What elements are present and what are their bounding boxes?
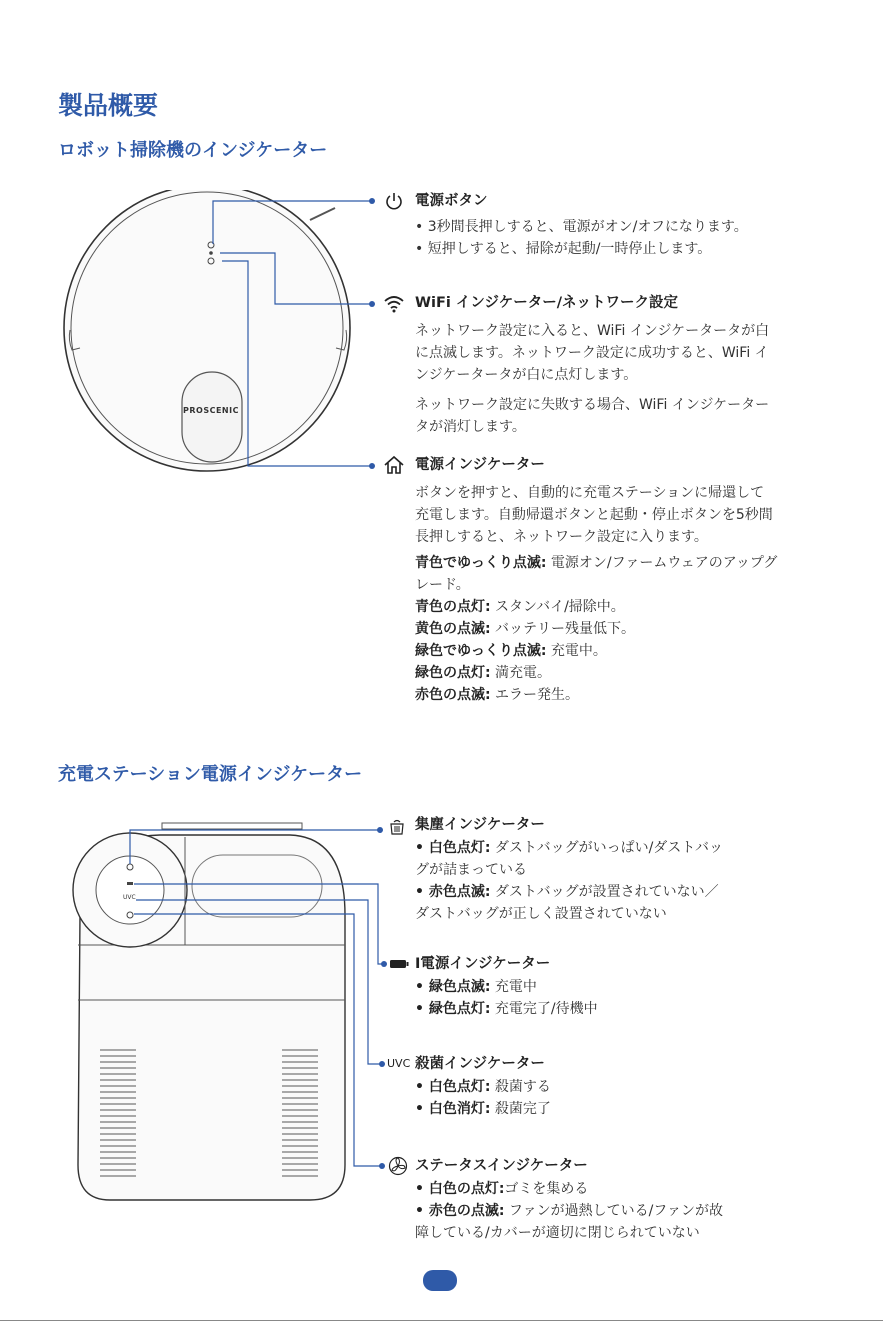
dust-row (415, 859, 835, 881)
station-power-text: 充電中 (490, 979, 537, 995)
state-label: 緑色でゆっくり点滅: (415, 643, 547, 659)
robot-section-title: ロボット掃除機のインジケーター (58, 140, 328, 161)
status-heading: ステータスインジケーター (415, 1158, 588, 1174)
dust-text: ダストバッグがいっぱい/ダストバッ (490, 840, 724, 856)
power-indicator-text: 充電します。自動帰還ボタンと起動・停止ボタンを5秒間 (415, 507, 773, 523)
station-power-text: 充電完了/待機中 (490, 1001, 598, 1017)
uvc-icon-label: UVC (387, 1057, 411, 1070)
panel-uvc-label: UVC (123, 894, 136, 901)
power-button-line: • 3秒間長押しすると、電源がオン/オフになります。 (415, 219, 748, 235)
uvc-row (415, 1098, 835, 1120)
dust-row (415, 837, 835, 859)
power-indicator-heading: 電源インジケーター (415, 457, 545, 473)
uvc-heading: 殺菌インジケーター (415, 1056, 545, 1072)
uvc-text: 殺菌完了 (490, 1101, 551, 1117)
dust-label: • 赤色点滅: (415, 884, 491, 900)
wifi-text-line: タが消灯します。 (415, 419, 526, 435)
state-text: 満充電。 (490, 665, 552, 681)
page-title: 製品概要 (58, 91, 159, 120)
station-power-row (415, 998, 835, 1020)
battery-icon (389, 958, 409, 970)
state-text: レード。 (415, 577, 470, 593)
uvc-label: • 白色消灯: (415, 1101, 491, 1117)
status-label: • 赤色の点滅: (415, 1203, 505, 1219)
wifi-text-line: ネットワーク設定に失敗する場合、WiFi インジケーター (415, 397, 770, 413)
dust-row (415, 903, 835, 925)
station-power-label: • 緑色点滅: (415, 979, 491, 995)
fan-icon (388, 1156, 408, 1176)
dust-text: ダストバッグが正しく設置されていない (415, 906, 667, 922)
uvc-label: • 白色点灯: (415, 1079, 491, 1095)
dust-text: グが詰まっている (415, 862, 527, 878)
dust-heading: 集塵インジケーター (415, 817, 545, 833)
uvc-row (415, 1076, 835, 1098)
state-label: 緑色の点灯: (415, 665, 491, 681)
page-number-badge (423, 1270, 457, 1291)
wifi-text-line: ネットワーク設定に入ると、WiFi インジケータータが白 (415, 323, 770, 339)
brand-logo: PROSCENIC (183, 406, 239, 415)
wifi-text-line: ンジケータータが白に点灯します。 (415, 367, 638, 383)
state-label: 青色でゆっくり点滅: (415, 555, 547, 571)
state-text: 電源オン/ファームウェアのアップグ (546, 555, 778, 571)
dust-label: • 白色点灯: (415, 840, 491, 856)
status-row (415, 1178, 835, 1200)
footer-divider (0, 1320, 883, 1321)
state-label: 赤色の点滅: (415, 687, 491, 703)
status-row (415, 1200, 835, 1222)
uvc-text: 殺菌する (490, 1079, 551, 1095)
status-row (415, 1222, 835, 1244)
wifi-text-line: に点滅します。ネットワーク設定に成功すると、WiFi イ (415, 345, 769, 361)
station-section-title: 充電ステーション電源インジケーター (58, 764, 363, 785)
state-text: バッテリー残量低下。 (490, 621, 636, 637)
state-text: 充電中。 (546, 643, 607, 659)
wifi-heading: WiFi インジケーター/ネットワーク設定 (415, 295, 679, 311)
state-text: スタンバイ/掃除中。 (490, 599, 625, 615)
power-indicator-text: ボタンを押すと、自動的に充電ステーションに帰還して (415, 485, 765, 501)
status-text: 障している/カバーが適切に閉じられていない (415, 1225, 700, 1241)
dust-bin-icon (388, 818, 406, 836)
dust-row (415, 881, 835, 903)
dust-text: ダストバッグが設置されていない／ (490, 884, 719, 900)
state-text: エラー発生。 (490, 687, 580, 703)
status-label: • 白色の点灯: (415, 1181, 505, 1197)
power-indicator-text: 長押しすると、ネットワーク設定に入ります。 (415, 529, 708, 545)
station-power-heading: I電源インジケーター (415, 956, 551, 972)
power-button-heading: 電源ボタン (415, 193, 488, 209)
status-text: ゴミを集める (504, 1181, 589, 1197)
state-label: 黄色の点滅: (415, 621, 491, 637)
state-label: 青色の点灯: (415, 599, 491, 615)
station-power-label: • 緑色点灯: (415, 1001, 491, 1017)
status-text: ファンが過熱している/ファンが故 (504, 1203, 724, 1219)
power-button-line: • 短押しすると、掃除が起動/一時停止します。 (415, 241, 712, 257)
station-power-row (415, 976, 835, 998)
